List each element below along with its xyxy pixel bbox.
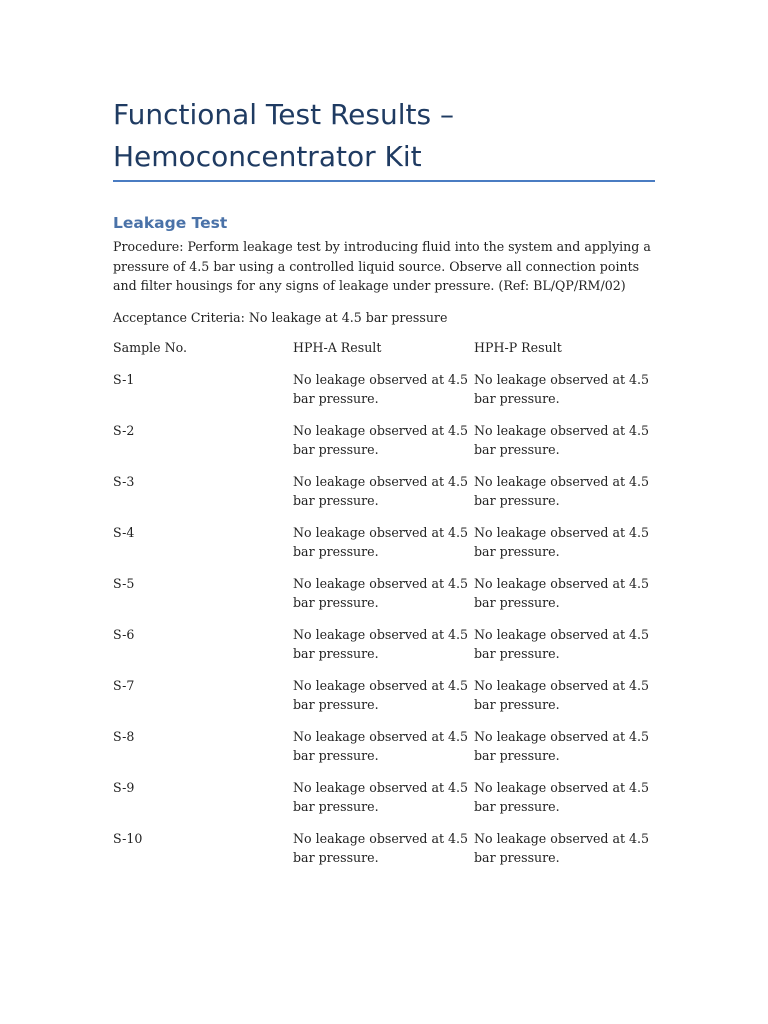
hph-a-result-cell: No leakage observed at 4.5 bar pressure. bbox=[293, 575, 469, 610]
sample-no-cell: S-2 bbox=[113, 422, 135, 438]
section-heading: Leakage Test bbox=[113, 214, 228, 232]
sample-no-cell: S-1 bbox=[113, 371, 135, 387]
table-row bbox=[113, 472, 655, 523]
header-hph-p-result: HPH-P Result bbox=[474, 340, 562, 355]
table-row bbox=[113, 370, 655, 421]
document-page bbox=[113, 94, 655, 880]
table-row bbox=[113, 574, 655, 625]
hph-p-result-cell: No leakage observed at 4.5 bar pressure. bbox=[474, 524, 650, 559]
hph-a-result-cell: No leakage observed at 4.5 bar pressure. bbox=[293, 830, 469, 865]
hph-p-result-cell: No leakage observed at 4.5 bar pressure. bbox=[474, 626, 650, 661]
header-hph-a-result: HPH-A Result bbox=[293, 340, 382, 355]
table-row bbox=[113, 676, 655, 727]
header-sample-no: Sample No. bbox=[113, 340, 188, 355]
sample-no-cell: S-10 bbox=[113, 830, 143, 846]
hph-a-result-cell: No leakage observed at 4.5 bar pressure. bbox=[293, 779, 469, 814]
table-row bbox=[113, 625, 655, 676]
sample-no-cell: S-5 bbox=[113, 575, 135, 591]
sample-no-cell: S-8 bbox=[113, 728, 135, 744]
hph-p-result-cell: No leakage observed at 4.5 bar pressure. bbox=[474, 677, 650, 712]
hph-p-result-cell: No leakage observed at 4.5 bar pressure. bbox=[474, 575, 650, 610]
table-row bbox=[113, 523, 655, 574]
sample-no-cell: S-9 bbox=[113, 779, 135, 795]
procedure-paragraph: Procedure: Perform leakage test by introducing fluid into the system and applying a pressure of 4.5 bar using a controlled liquid source. Observe all connection points and filter housings for any signs of leakage under pressure. (Ref: BL/QP/RM/02) bbox=[113, 239, 651, 293]
sample-no-cell: S-3 bbox=[113, 473, 135, 489]
hph-p-result-cell: No leakage observed at 4.5 bar pressure. bbox=[474, 473, 650, 508]
sample-no-cell: S-7 bbox=[113, 677, 135, 693]
title-underline-rule bbox=[113, 180, 655, 182]
hph-a-result-cell: No leakage observed at 4.5 bar pressure. bbox=[293, 422, 469, 457]
table-header-row bbox=[113, 338, 655, 370]
table-row bbox=[113, 727, 655, 778]
results-table-body bbox=[113, 370, 655, 880]
hph-a-result-cell: No leakage observed at 4.5 bar pressure. bbox=[293, 728, 469, 763]
hph-a-result-cell: No leakage observed at 4.5 bar pressure. bbox=[293, 473, 469, 508]
table-row bbox=[113, 778, 655, 829]
hph-a-result-cell: No leakage observed at 4.5 bar pressure. bbox=[293, 626, 469, 661]
table-row bbox=[113, 829, 655, 880]
results-table bbox=[113, 338, 655, 880]
hph-p-result-cell: No leakage observed at 4.5 bar pressure. bbox=[474, 371, 650, 406]
document-title-line-2: Hemoconcentrator Kit bbox=[113, 140, 422, 173]
document-title-line-1: Functional Test Results – bbox=[113, 98, 454, 131]
acceptance-criteria: Acceptance Criteria: No leakage at 4.5 bar pressure bbox=[113, 309, 448, 325]
document-title bbox=[113, 94, 655, 178]
sample-no-cell: S-4 bbox=[113, 524, 135, 540]
hph-a-result-cell: No leakage observed at 4.5 bar pressure. bbox=[293, 524, 469, 559]
hph-a-result-cell: No leakage observed at 4.5 bar pressure. bbox=[293, 677, 469, 712]
table-row bbox=[113, 421, 655, 472]
hph-p-result-cell: No leakage observed at 4.5 bar pressure. bbox=[474, 779, 650, 814]
hph-a-result-cell: No leakage observed at 4.5 bar pressure. bbox=[293, 371, 469, 406]
sample-no-cell: S-6 bbox=[113, 626, 135, 642]
hph-p-result-cell: No leakage observed at 4.5 bar pressure. bbox=[474, 422, 650, 457]
hph-p-result-cell: No leakage observed at 4.5 bar pressure. bbox=[474, 830, 650, 865]
hph-p-result-cell: No leakage observed at 4.5 bar pressure. bbox=[474, 728, 650, 763]
